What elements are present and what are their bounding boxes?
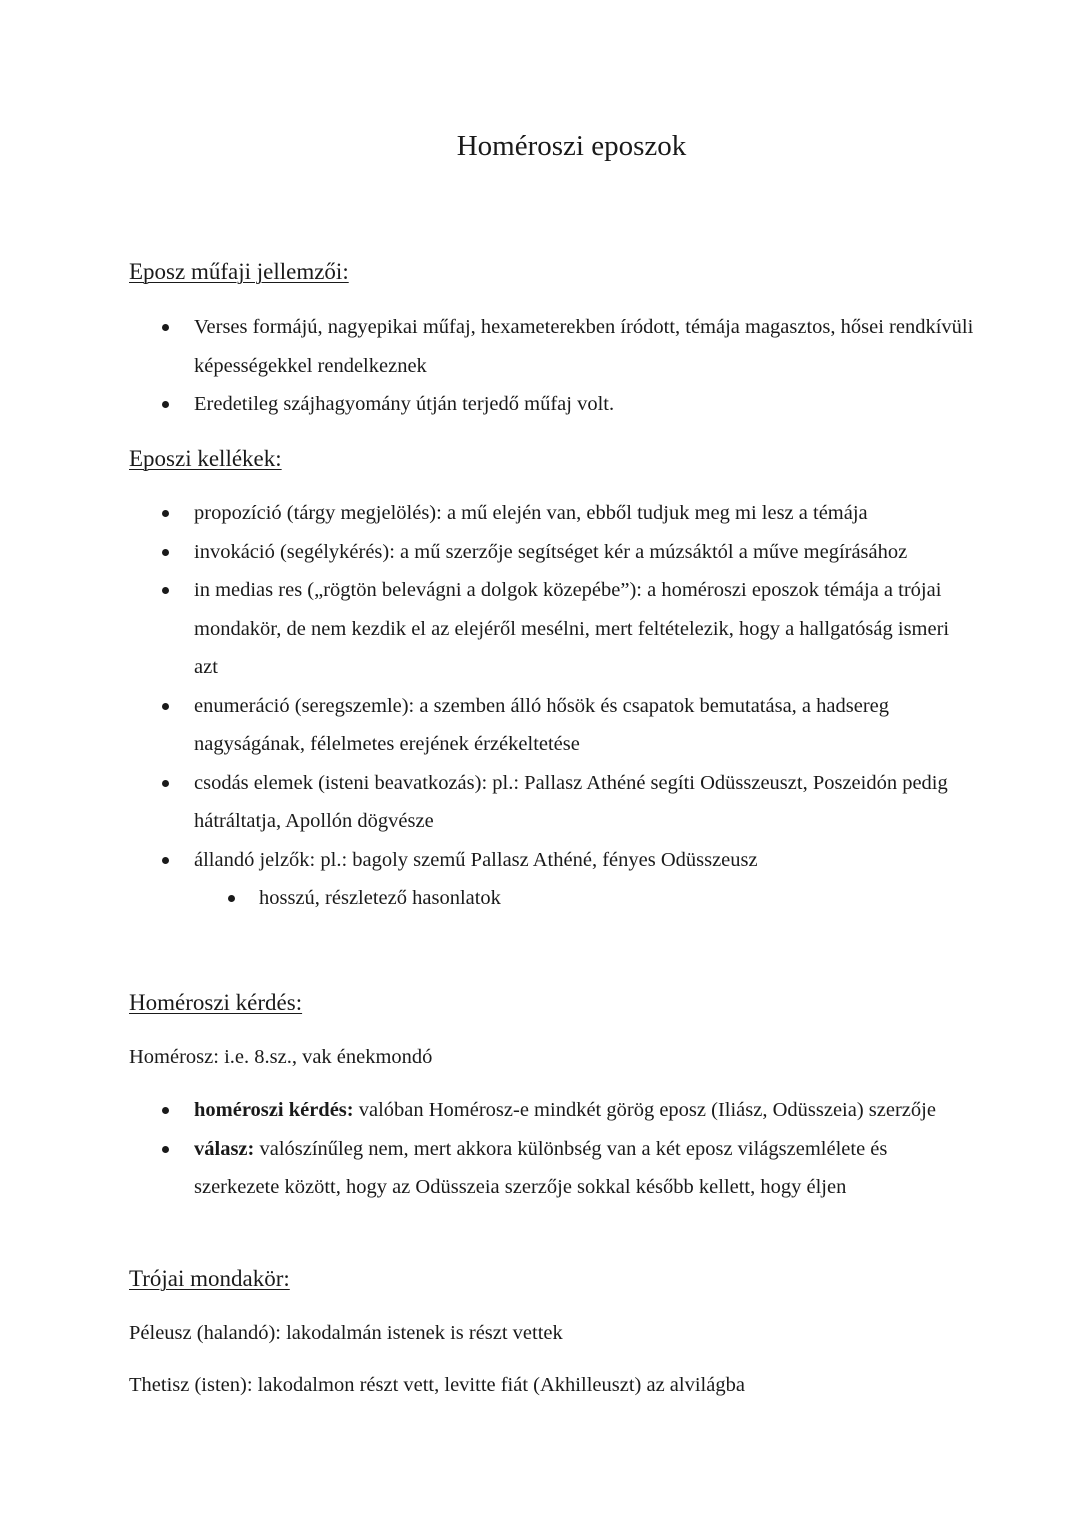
list-item bbox=[0, 494, 974, 533]
list-eposzi-kellekek bbox=[0, 494, 1000, 918]
list-item-text: Verses formájú, nagyepikai műfaj, hexameterekben íródott, témája magasztos, hősei rendkívüli képességekkel rendelkeznek bbox=[194, 316, 974, 377]
list-item-text: Eredetileg szájhagyomány útján terjedő műfaj volt. bbox=[194, 393, 615, 415]
bullet-icon bbox=[228, 895, 235, 902]
list-item bbox=[0, 841, 974, 880]
bullet-icon bbox=[162, 401, 169, 408]
list-homeroszi-kerdes bbox=[0, 1091, 1000, 1207]
list-item bbox=[0, 687, 974, 764]
list-item bbox=[0, 1130, 974, 1207]
list-item bbox=[0, 571, 974, 687]
page-title: Homéroszi eposzok bbox=[456, 130, 687, 162]
list-item bbox=[0, 533, 974, 572]
bullet-icon bbox=[162, 324, 169, 331]
bullet-icon bbox=[162, 587, 169, 594]
bullet-icon bbox=[162, 1146, 169, 1153]
list-item-text: in medias res („rögtön belevágni a dolgok közepébe”): a homéroszi eposzok témája a trójai mondakör, de nem kezdik el az elejéről mesélni, mert feltételezik, hogy a hallgatóság ismeri azt bbox=[194, 579, 950, 678]
paragraph-thetisz: Thetisz (isten): lakodalmon részt vett, levitte fiát (Akhilleuszt) az alvilágba bbox=[129, 1374, 745, 1396]
heading-trojai-mondakor: Trójai mondakör: bbox=[129, 1266, 290, 1291]
list-item-text: propozíció (tárgy megjelölés): a mű elején van, ebből tudjuk meg mi lesz a témája bbox=[194, 502, 868, 524]
bullet-icon bbox=[162, 780, 169, 787]
bullet-icon bbox=[162, 549, 169, 556]
list-item-text: állandó jelzők: pl.: bagoly szemű Pallasz Athéné, fényes Odüsszeusz bbox=[194, 848, 758, 871]
list-item-text: valószínűleg nem, mert akkora különbség van a két eposz világszemlélete és szerkezete között, hogy az Odüsszeia szerzője sokkal később kellett, hogy éljen bbox=[194, 1137, 888, 1198]
list-item bbox=[0, 1091, 974, 1130]
list-item-text: hosszú, részletező hasonlatok bbox=[259, 887, 501, 909]
bullet-icon bbox=[162, 703, 169, 710]
list-item bbox=[0, 385, 974, 424]
list-item bbox=[0, 764, 974, 841]
list-item-text: invokáció (segélykérés): a mű szerzője segítséget kér a múzsáktól a műve megírásához bbox=[194, 540, 908, 563]
term-label: homéroszi kérdés: bbox=[194, 1099, 354, 1121]
bullet-icon bbox=[162, 510, 169, 517]
bullet-icon bbox=[162, 1107, 169, 1114]
list-item-text: enumeráció (seregszemle): a szemben álló hősök és csapatok bemutatása, a hadsereg nagyságának, félelmetes erejének érzékeltetése bbox=[194, 694, 889, 755]
list-item-text: valóban Homérosz-e mindkét görög eposz (Iliász, Odüsszeia) szerzője bbox=[353, 1099, 936, 1121]
paragraph-peleusz: Péleusz (halandó): lakodalmán istenek is részt vettek bbox=[129, 1322, 563, 1344]
list-eposz-jellemzoi bbox=[0, 308, 1000, 424]
homerosz-intro: Homérosz: i.e. 8.sz., vak énekmondó bbox=[129, 1046, 433, 1068]
term-label: válasz: bbox=[194, 1137, 255, 1160]
list-item-text: csodás elemek (isteni beavatkozás): pl.: Pallasz Athéné segíti Odüsszeuszt, Poszeidón pedig hátráltatja, Apollón dögvésze bbox=[194, 771, 948, 832]
heading-homeroszi-kerdes: Homéroszi kérdés: bbox=[129, 990, 303, 1015]
heading-eposz-jellemzoi: Eposz műfaji jellemzői: bbox=[129, 259, 349, 284]
heading-eposzi-kellekek: Eposzi kellékek: bbox=[129, 446, 282, 471]
list-item bbox=[0, 308, 974, 385]
bullet-icon bbox=[162, 857, 169, 864]
sub-list-item bbox=[0, 879, 979, 918]
